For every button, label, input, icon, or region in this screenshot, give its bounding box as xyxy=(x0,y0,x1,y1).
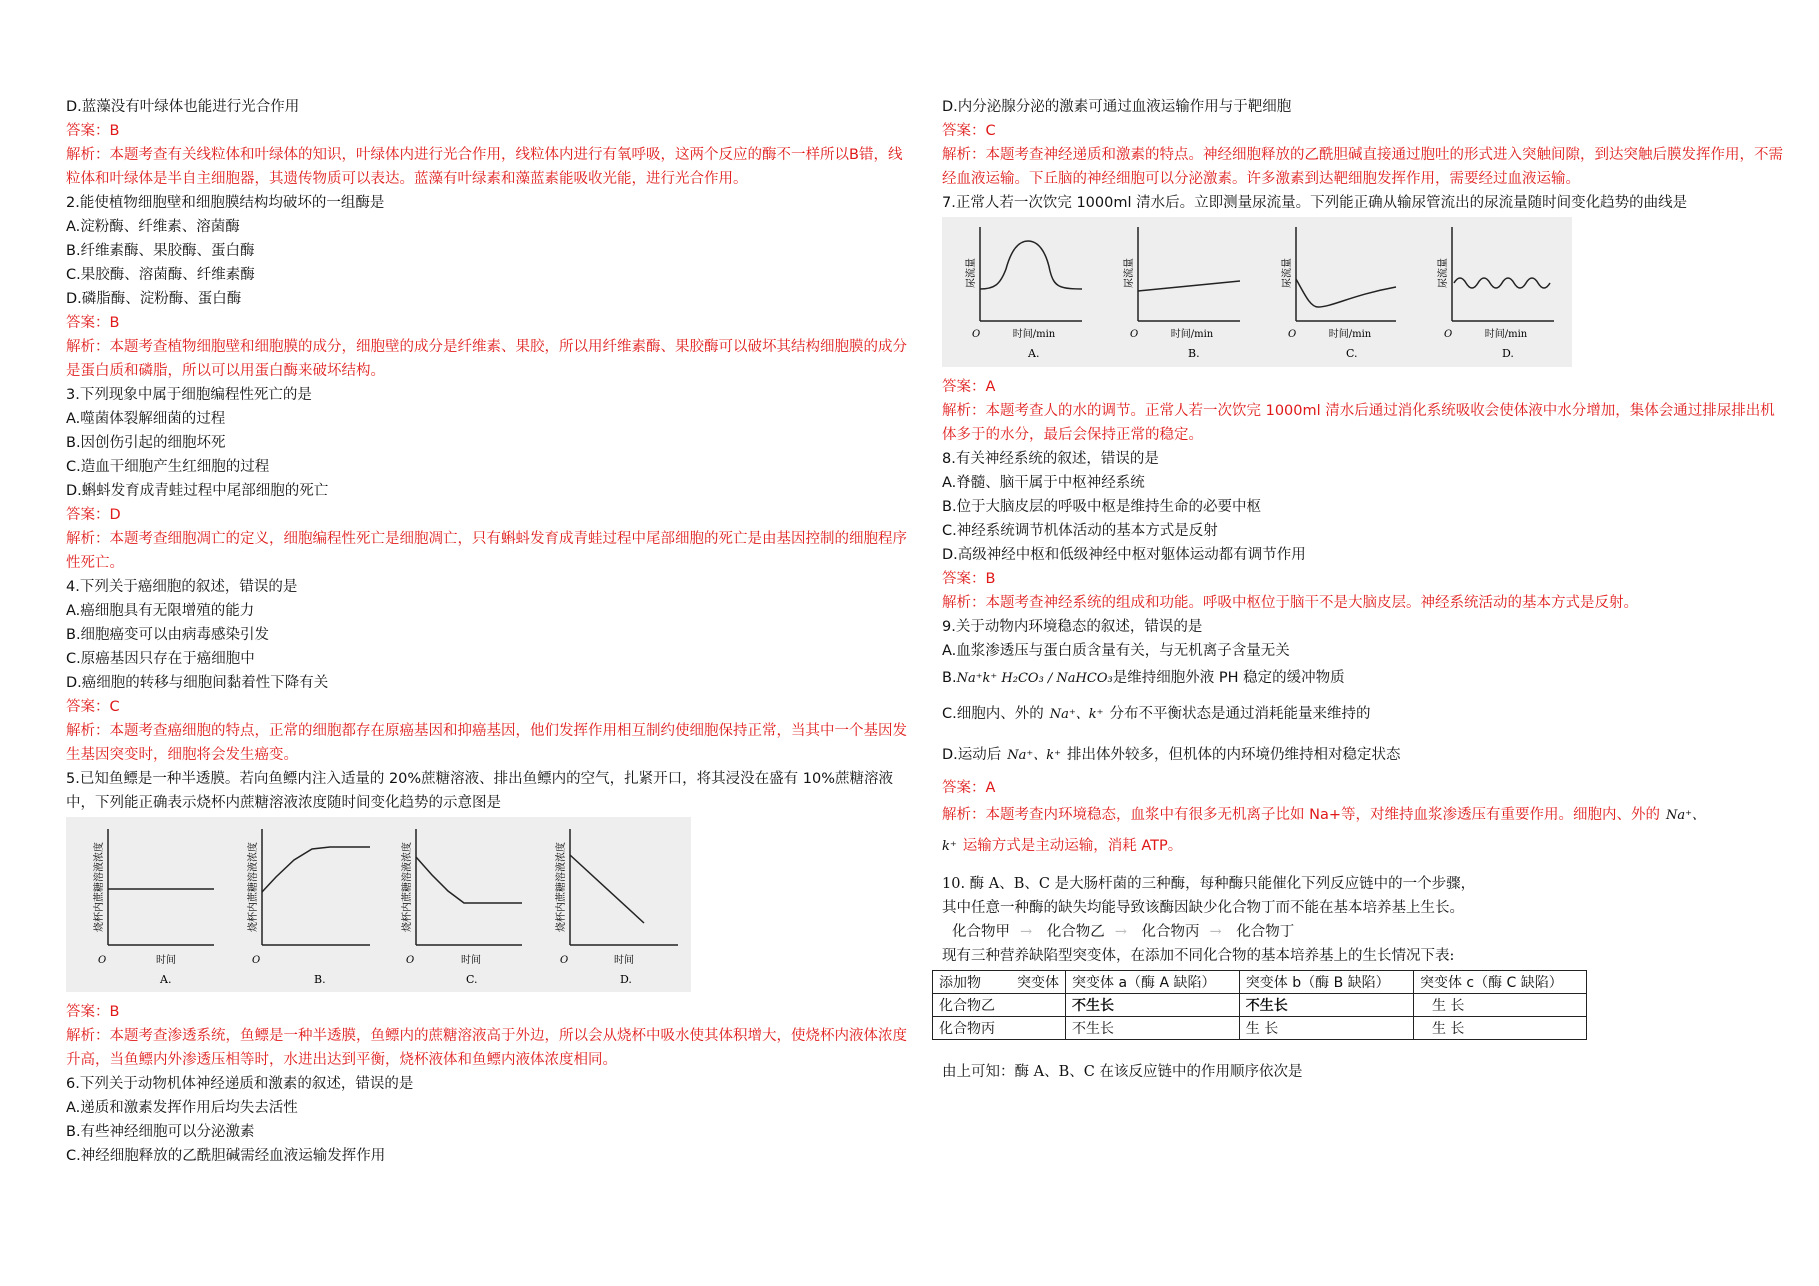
q7-panel-b xyxy=(1122,227,1240,360)
q3-option-c: C.造血干细胞产生红细胞的过程 xyxy=(66,459,270,475)
chain-arrow-3: → xyxy=(1209,924,1222,940)
q8-answer: 答案：B xyxy=(942,571,996,587)
q8-option-a: A.脊髓、脑干属于中枢神经系统 xyxy=(942,475,1145,491)
table-cell: 不生长 xyxy=(1239,994,1413,1017)
q8-option-d: D.高级神经中枢和低级神经中枢对躯体运动都有调节作用 xyxy=(942,547,1306,563)
table-header-cell: 突变体 a（酶 A 缺陷） xyxy=(1066,971,1240,994)
q7-ylabel-d: 尿流量 xyxy=(1438,258,1449,288)
q5-curve-b xyxy=(262,847,370,892)
table-header-cell: 突变体 b（酶 B 缺陷） xyxy=(1239,971,1413,994)
q9-option-d-formula: Na⁺、k⁺ xyxy=(1007,748,1062,763)
q6-stem: 6.下列关于动物机体神经递质和激素的叙述，错误的是 xyxy=(66,1076,414,1092)
q7-stem: 7.正常人若一次饮完 1000ml 清水后。立即测量尿流量。下列能正确从输尿管流出的尿流量随时间变化趋势的曲线是 xyxy=(942,195,1688,211)
q7-ylabel-c: 尿流量 xyxy=(1282,258,1293,288)
q9-option-d-text: 排出体外较多，但机体的内环境仍维持相对稳定状态 xyxy=(1067,747,1401,763)
q5-ylabel-c: 烧杯内蔗糖溶液浓度 xyxy=(402,842,413,932)
q5-xlabel-d: 时间 xyxy=(614,955,634,966)
q10-conclusion: 由上可知：酶 A、B、C 在该反应链中的作用顺序依次是 xyxy=(942,1064,1303,1080)
q1-explanation: 解析：本题考查有关线粒体和叶绿体的知识，叶绿体内进行光合作用，线粒体内进行有氧呼吸，这两个反应的酶不一样所以B错，线粒体和叶绿体是半自主细胞器，其遗传物质可以表达。蓝藻有叶绿素和藻蓝素能吸收光能，进行光合作用。 xyxy=(66,147,903,187)
q5-letter-d: D. xyxy=(620,973,632,986)
q6-option-a: A.递质和激素发挥作用后均失去活性 xyxy=(66,1100,298,1116)
q5-panel-d xyxy=(554,829,678,986)
q5-origin-c: O xyxy=(406,955,415,966)
q1-answer: 答案：B xyxy=(66,123,120,139)
q10-stem-3: 现有三种营养缺陷型突变体，在添加不同化合物的基本培养基上的生长情况下表: xyxy=(942,948,1455,964)
q2-answer: 答案：B xyxy=(66,315,120,331)
chain-compound-4: 化合物丁 xyxy=(1236,924,1295,940)
q9-explanation-formula1: Na⁺、 xyxy=(1666,808,1705,823)
q6-option-c: C.神经细胞释放的乙酰胆碱需经血液运输发挥作用 xyxy=(66,1148,386,1164)
q4-option-b: B.细胞癌变可以由病毒感染引发 xyxy=(66,627,270,643)
q7-panel-a xyxy=(964,227,1082,360)
table-header-cell: 添加物 突变体 xyxy=(933,971,1066,994)
q8-stem: 8.有关神经系统的叙述，错误的是 xyxy=(942,451,1159,467)
table-row xyxy=(933,994,1587,1017)
left-column xyxy=(66,95,912,1168)
q5-ylabel-a: 烧杯内蔗糖溶液浓度 xyxy=(94,842,105,932)
q9-option-a: A.血浆渗透压与蛋白质含量有关，与无机离子含量无关 xyxy=(942,643,1290,659)
q5-letter-a: A. xyxy=(160,973,172,986)
q7-letter-c: C. xyxy=(1346,347,1358,360)
q7-answer: 答案：A xyxy=(942,379,996,395)
q7-xlabel-d: 时间/min xyxy=(1484,329,1528,340)
q4-stem: 4.下列关于癌细胞的叙述，错误的是 xyxy=(66,579,298,595)
q5-ylabel-d: 烧杯内蔗糖溶液浓度 xyxy=(556,842,567,932)
q9-option-c xyxy=(942,694,1788,735)
q3-option-a: A.噬菌体裂解细菌的过程 xyxy=(66,411,226,427)
q6-answer: 答案：C xyxy=(942,123,996,139)
q9-explanation-part2: 运输方式是主动运输，消耗 ATP。 xyxy=(962,838,1183,854)
q2-option-b: B.纤维素酶、果胶酶、蛋白酶 xyxy=(66,243,255,259)
q6-option-b: B.有些神经细胞可以分泌激素 xyxy=(66,1124,255,1140)
q9-explanation-formula2: k⁺ xyxy=(942,839,957,854)
q5-panel-a xyxy=(92,829,214,986)
q9-option-d xyxy=(942,735,1788,776)
q8-option-b: B.位于大脑皮层的呼吸中枢是维持生命的必要中枢 xyxy=(942,499,1262,515)
q5-letter-c: C. xyxy=(466,973,478,986)
q6-option-d: D.内分泌腺分泌的激素可通过血液运输作用与于靶细胞 xyxy=(942,99,1292,115)
table-cell: 化合物丙 xyxy=(933,1017,1066,1040)
q3-explanation: 解析：本题考查细胞凋亡的定义，细胞编程性死亡是细胞凋亡，只有蝌蚪发育成青蛙过程中尾部细胞的死亡是由基因控制的细胞程序性死亡。 xyxy=(66,531,907,571)
q4-option-d: D.癌细胞的转移与细胞间黏着性下降有关 xyxy=(66,675,329,691)
table-row xyxy=(933,1017,1587,1040)
table-header-cell: 突变体 c（酶 C 缺陷） xyxy=(1413,971,1586,994)
q5-panel-b xyxy=(246,829,370,986)
q3-option-b: B.因创伤引起的细胞坏死 xyxy=(66,435,226,451)
right-column xyxy=(939,95,1788,1084)
q9-explanation-part1: 解析：本题考查内环境稳态，血浆中有很多无机离子比如 Na+等，对维持血浆渗透压有重要作用。细胞内、外的 xyxy=(942,807,1660,823)
q9-explanation xyxy=(942,800,1788,831)
q9-option-c-text: 分布不平衡状态是通过消耗能量来维持的 xyxy=(1109,706,1371,722)
q10-stem-2: 其中任意一种酶的缺失均能导致该酶因缺少化合物丁而不能在基本培养基上生长。 xyxy=(942,900,1464,916)
q7-panel-c xyxy=(1280,227,1396,360)
q7-curve-a xyxy=(980,241,1082,289)
q5-ylabel-b: 烧杯内蔗糖溶液浓度 xyxy=(248,842,259,932)
chain-compound-2: 化合物乙 xyxy=(1046,924,1105,940)
q9-option-d-prefix: D.运动后 xyxy=(942,747,1002,763)
q7-panel-d xyxy=(1436,227,1554,360)
q7-xlabel-b: 时间/min xyxy=(1170,329,1214,340)
q8-explanation: 解析：本题考查神经系统的组成和功能。呼吸中枢位于脑干不是大脑皮层。神经系统活动的基本方式是反射。 xyxy=(942,595,1638,611)
q10-growth-table xyxy=(932,970,1587,1040)
chain-arrow-2: → xyxy=(1114,924,1127,940)
q7-origin-b: O xyxy=(1130,329,1139,340)
table-cell: 生 长 xyxy=(1413,994,1586,1017)
q4-option-c: C.原癌基因只存在于癌细胞中 xyxy=(66,651,255,667)
table-cell: 生 长 xyxy=(1413,1017,1586,1040)
q7-figure xyxy=(942,217,1572,367)
table-cell: 化合物乙 xyxy=(933,994,1066,1017)
q7-letter-a: A. xyxy=(1028,347,1040,360)
q9-option-b-formula: Na⁺k⁺ H₂CO₃ / NaHCO₃ xyxy=(956,671,1113,686)
q9-option-c-prefix: C.细胞内、外的 xyxy=(942,706,1044,722)
q7-curve-b xyxy=(1138,281,1240,291)
q9-option-b-text: 是维持细胞外液 PH 稳定的缓冲物质 xyxy=(1112,670,1345,686)
q7-origin-a: O xyxy=(972,329,981,340)
q5-letter-b: B. xyxy=(314,973,326,986)
q5-curve-c xyxy=(416,857,522,903)
q5-stem: 5.已知鱼鳔是一种半透膜。若向鱼鳔内注入适量的 20%蔗糖溶液、排出鱼鳔内的空气，扎紧开口，将其浸没在盛有 10%蔗糖溶液中，下列能正确表示烧杯内蔗糖溶液浓度随时间变化趋势的示意图是 xyxy=(66,771,894,811)
q7-origin-d: O xyxy=(1444,329,1453,340)
chain-arrow-1: → xyxy=(1020,924,1033,940)
q4-explanation: 解析：本题考查癌细胞的特点，正常的细胞都存在原癌基因和抑癌基因，他们发挥作用相互制约使细胞保持正常，当其中一个基因发生基因突变时，细胞将会发生癌变。 xyxy=(66,723,907,763)
q5-curve-d xyxy=(570,855,644,923)
chain-compound-3: 化合物丙 xyxy=(1141,924,1200,940)
q2-explanation: 解析：本题考查植物细胞壁和细胞膜的成分，细胞壁的成分是纤维素、果胶，所以用纤维素酶、果胶酶可以破坏其结构细胞膜的成分是蛋白质和磷脂，所以可以用蛋白酶来破坏结构。 xyxy=(66,339,907,379)
q7-xlabel-a: 时间/min xyxy=(1012,329,1056,340)
q7-figure-svg xyxy=(942,217,1572,367)
q3-option-d: D.蝌蚪发育成青蛙过程中尾部细胞的死亡 xyxy=(66,483,329,499)
q9-option-b-prefix: B. xyxy=(942,670,957,686)
q7-letter-b: B. xyxy=(1188,347,1200,360)
q5-panel-c xyxy=(400,829,522,986)
table-cell: 不生长 xyxy=(1066,1017,1240,1040)
q2-stem: 2.能使植物细胞壁和细胞膜结构均破坏的一组酶是 xyxy=(66,195,385,211)
q5-figure-svg xyxy=(66,817,691,992)
chain-compound-1: 化合物甲 xyxy=(952,924,1010,940)
q9-explanation-cont xyxy=(942,831,1788,862)
q2-option-d: D.磷脂酶、淀粉酶、蛋白酶 xyxy=(66,291,242,307)
q3-answer: 答案：D xyxy=(66,507,121,523)
q7-letter-d: D. xyxy=(1502,347,1514,360)
table-cell: 不生长 xyxy=(1066,994,1240,1017)
q5-explanation: 解析：本题考查渗透系统，鱼鳔是一种半透膜，鱼鳔内的蔗糖溶液高于外边，所以会从烧杯中吸水使其体积增大，使烧杯内液体浓度升高，当鱼鳔内外渗透压相等时，水进出达到平衡，烧杯液体和鱼鳔内液体浓度相同。 xyxy=(66,1028,907,1068)
q10-stem-1: 10. 酶 A、B、C 是大肠杆菌的三种酶，每种酶只能催化下列反应链中的一个步骤， xyxy=(942,876,1476,892)
q7-ylabel-a: 尿流量 xyxy=(966,258,977,288)
q3-stem: 3.下列现象中属于细胞编程性死亡的是 xyxy=(66,387,312,403)
q8-option-c: C.神经系统调节机体活动的基本方式是反射 xyxy=(942,523,1218,539)
q5-xlabel-c: 时间 xyxy=(461,955,481,966)
q5-origin-d: O xyxy=(560,955,569,966)
q9-answer: 答案：A xyxy=(942,780,996,796)
q1-option-d: D.蓝藻没有叶绿体也能进行光合作用 xyxy=(66,99,300,115)
q6-explanation: 解析：本题考查神经递质和激素的特点。神经细胞释放的乙酰胆碱直接通过胞吐的形式进入突触间隙，到达突触后膜发挥作用，不需经血液运输。下丘脑的神经细胞可以分泌激素。许多激素到达靶细胞发挥作用，需要经过血液运输。 xyxy=(942,147,1783,187)
q9-option-c-formula: Na⁺、k⁺ xyxy=(1049,707,1104,722)
q7-ylabel-b: 尿流量 xyxy=(1124,258,1135,288)
q5-figure xyxy=(66,817,691,992)
q5-xlabel-a: 时间 xyxy=(156,955,176,966)
q5-answer: 答案：B xyxy=(66,1004,120,1020)
q7-xlabel-c: 时间/min xyxy=(1328,329,1372,340)
q10-reaction-chain xyxy=(942,920,1788,944)
q2-option-a: A.淀粉酶、纤维素、溶菌酶 xyxy=(66,219,240,235)
q2-option-c: C.果胶酶、溶菌酶、纤维素酶 xyxy=(66,267,255,283)
q7-explanation: 解析：本题考查人的水的调节。正常人若一次饮完 1000ml 清水后通过消化系统吸收会使体液中水分增加，集体会通过排尿排出机体多于的水分，最后会保持正常的稳定。 xyxy=(942,403,1775,443)
q4-answer: 答案：C xyxy=(66,699,120,715)
table-header-row xyxy=(933,971,1587,994)
q5-origin-b: O xyxy=(252,955,261,966)
q7-origin-c: O xyxy=(1288,329,1297,340)
q9-option-b xyxy=(942,663,1788,694)
q9-stem: 9.关于动物内环境稳态的叙述，错误的是 xyxy=(942,619,1203,635)
q7-curve-d xyxy=(1454,278,1550,288)
q5-origin-a: O xyxy=(98,955,107,966)
q7-curve-c xyxy=(1296,279,1396,307)
q4-option-a: A.癌细胞具有无限增殖的能力 xyxy=(66,603,255,619)
table-cell: 生 长 xyxy=(1239,1017,1413,1040)
